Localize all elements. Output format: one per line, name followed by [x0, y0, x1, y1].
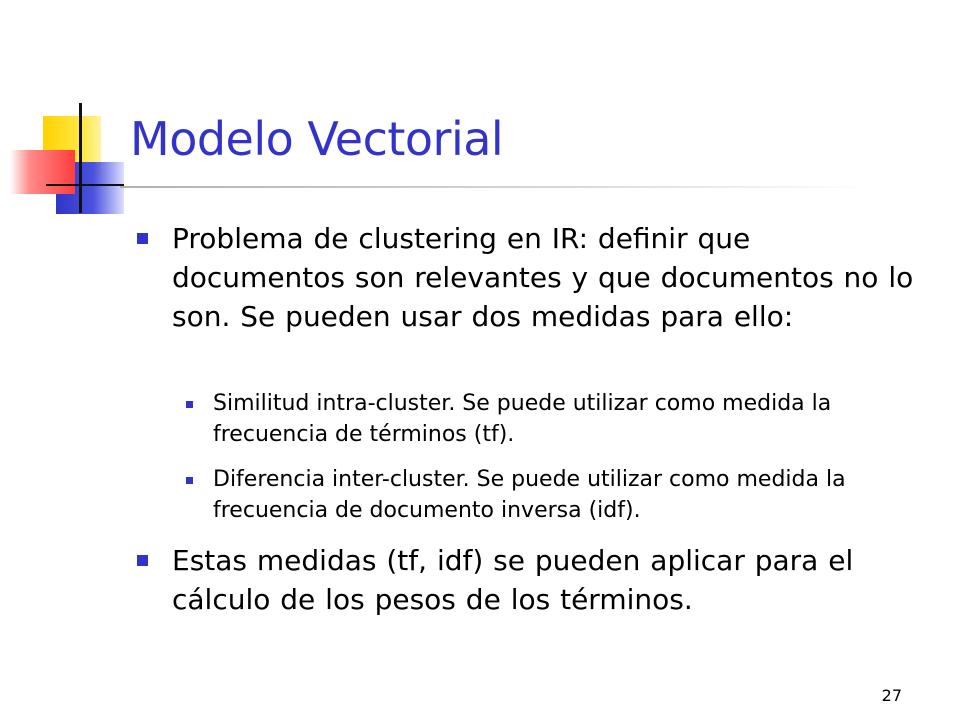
- square-bullet-icon: [137, 233, 148, 244]
- sub-bullet-text: Similitud intra-cluster. Se puede utilizar como medida la frecuencia de términos (tf).: [213, 391, 832, 447]
- square-bullet-icon: [186, 477, 193, 484]
- sub-bullet-item: [213, 388, 913, 450]
- sub-bullet-text: Diferencia inter-cluster. Se puede utilizar como medida la frecuencia de documento inversa (idf).: [213, 467, 846, 523]
- bullet-item: [172, 541, 922, 619]
- page-number: 27: [881, 686, 902, 705]
- square-bullet-icon: [137, 555, 148, 566]
- bullet-text: Problema de clustering en IR: definir que documentos son relevantes y que documentos no lo son. Se pueden usar dos medidas para ello:: [172, 222, 914, 333]
- bullet-item: [172, 219, 922, 336]
- slide-title: Modelo Vectorial: [130, 112, 504, 166]
- square-bullet-icon: [186, 401, 193, 408]
- bullet-text: Estas medidas (tf, idf) se pueden aplicar para el cálculo de los pesos de los términos.: [172, 544, 854, 616]
- sub-bullet-item: [213, 464, 913, 526]
